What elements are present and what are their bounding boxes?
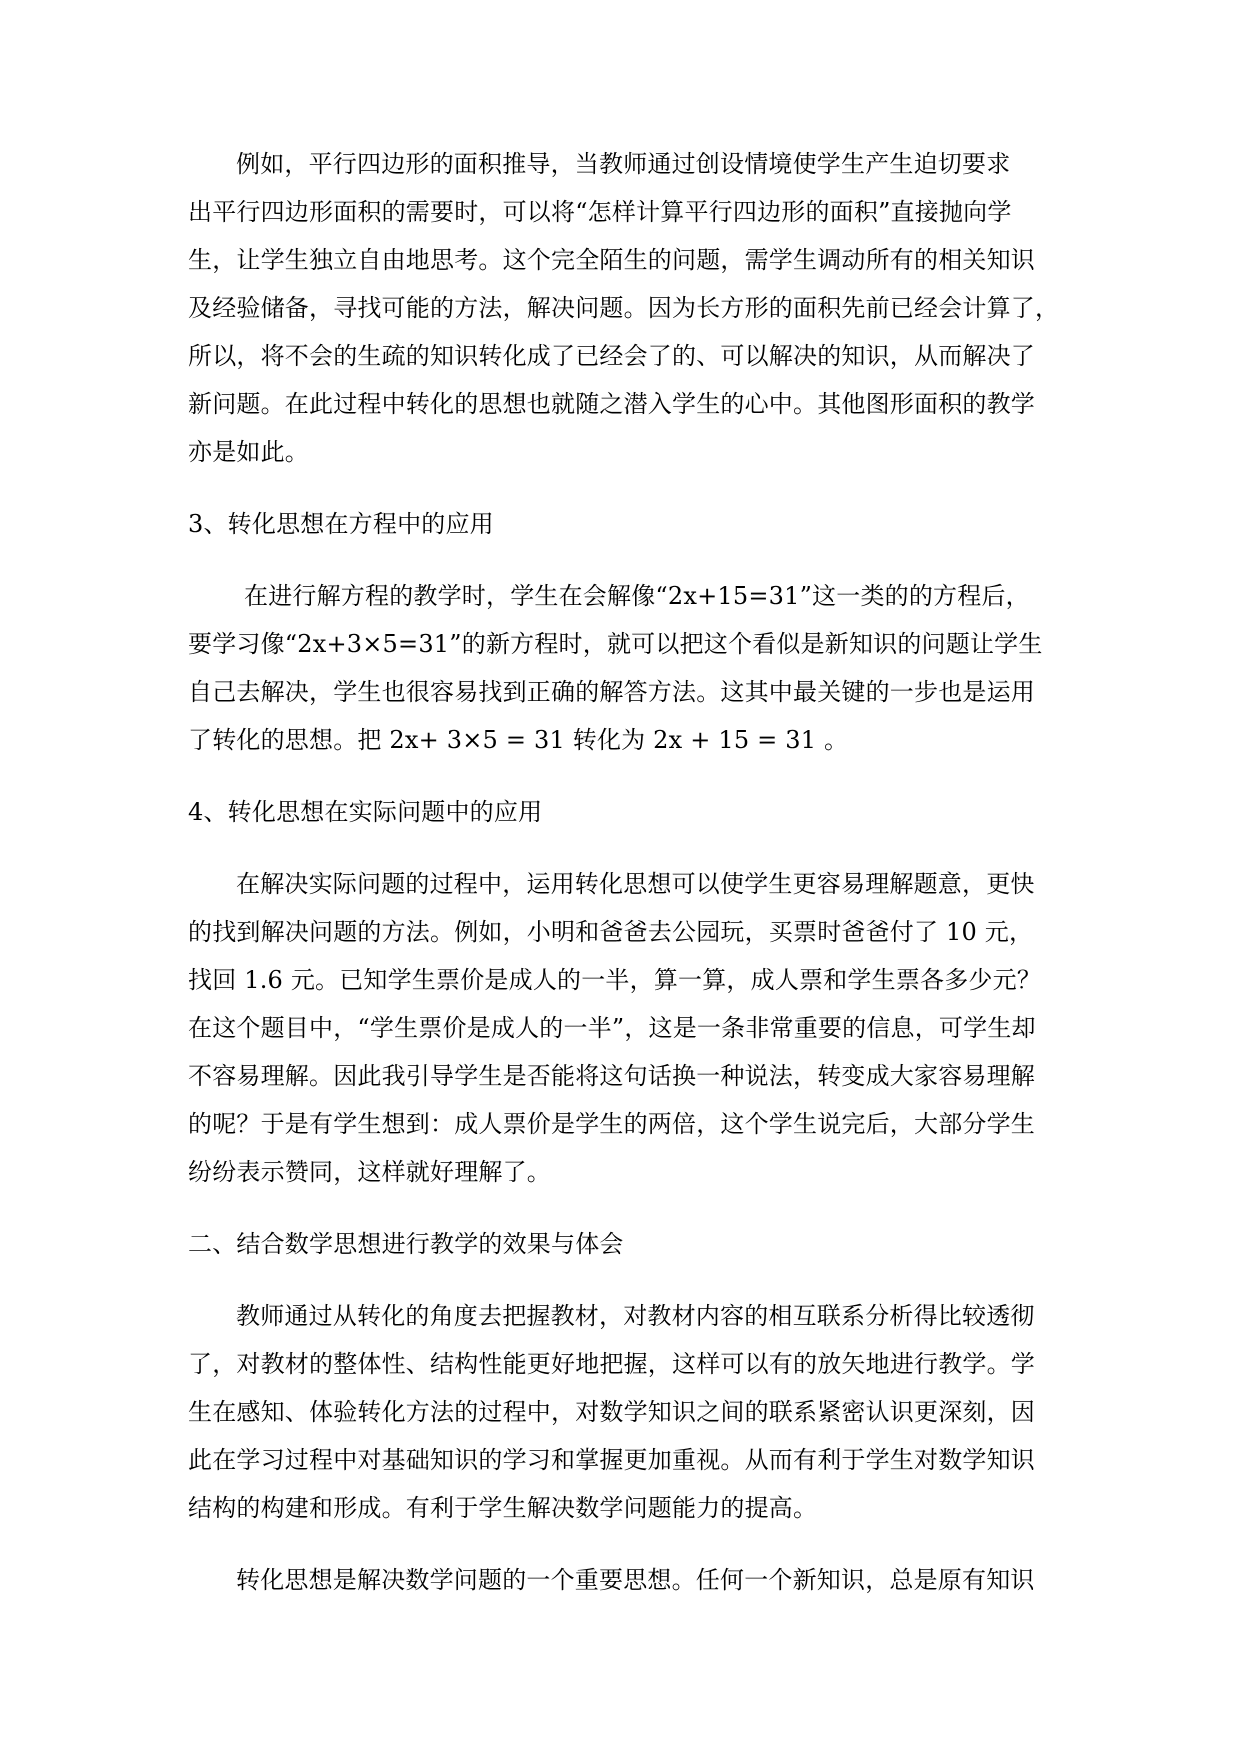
paragraph-line: 教师通过从转化的角度去把握教材，对教材内容的相互联系分析得比较透彻 — [236, 1302, 1035, 1330]
paragraph-line: 纷纷表示赞同，这样就好理解了。 — [188, 1158, 551, 1186]
paragraph-line: 了，对教材的整体性、结构性能更好地把握，这样可以有的放矢地进行教学。学 — [188, 1350, 1035, 1378]
paragraph-line: 找回 1.6 元。已知学生票价是成人的一半，算一算，成人票和学生票各多少元？ — [188, 966, 1042, 994]
paragraph-line: 转化思想是解决数学问题的一个重要思想。任何一个新知识，总是原有知识 — [236, 1566, 1035, 1594]
paragraph-line: 了转化的思想。把 2x+ 3×5 = 31 转化为 2x + 15 = 31 。 — [188, 726, 849, 754]
paragraph-line: 亦是如此。 — [188, 438, 309, 466]
paragraph-line: 的呢？于是有学生想到：成人票价是学生的两倍，这个学生说完后，大部分学生 — [188, 1110, 1035, 1138]
paragraph-line: 在解决实际问题的过程中，运用转化思想可以使学生更容易理解题意，更快 — [236, 870, 1035, 898]
paragraph-line: 要学习像“2x+3×5=31”的新方程时，就可以把这个看似是新知识的问题让学生 — [188, 630, 1043, 658]
paragraph-line: 此在学习过程中对基础知识的学习和掌握更加重视。从而有利于学生对数学知识 — [188, 1446, 1035, 1474]
paragraph-line: 在进行解方程的教学时，学生在会解像“2x+15=31”这一类的的方程后， — [244, 582, 1030, 610]
paragraph-line: 例如，平行四边形的面积推导，当教师通过创设情境使学生产生迫切要求 — [236, 150, 1011, 178]
section-heading: 3、转化思想在方程中的应用 — [188, 510, 494, 538]
paragraph-line: 自己去解决，学生也很容易找到正确的解答方法。这其中最关键的一步也是运用 — [188, 678, 1035, 706]
section-heading: 4、转化思想在实际问题中的应用 — [188, 798, 543, 826]
paragraph-line: 及经验储备，寻找可能的方法，解决问题。因为长方形的面积先前已经会计算了， — [188, 294, 1060, 322]
paragraph-line: 出平行四边形面积的需要时，可以将“怎样计算平行四边形的面积”直接抛向学 — [188, 198, 1012, 226]
paragraph-line: 生在感知、体验转化方法的过程中，对数学知识之间的联系紧密认识更深刻，因 — [188, 1398, 1035, 1426]
paragraph-line: 不容易理解。因此我引导学生是否能将这句话换一种说法，转变成大家容易理解 — [188, 1062, 1035, 1090]
paragraph-line: 的找到解决问题的方法。例如，小明和爸爸去公园玩，买票时爸爸付了 10 元， — [188, 918, 1034, 946]
paragraph-line: 在这个题目中，“学生票价是成人的一半”，这是一条非常重要的信息，可学生却 — [188, 1014, 1036, 1042]
paragraph-line: 结构的构建和形成。有利于学生解决数学问题能力的提高。 — [188, 1494, 818, 1522]
paragraph-line: 新问题。在此过程中转化的思想也就随之潜入学生的心中。其他图形面积的教学 — [188, 390, 1035, 418]
paragraph-line: 生，让学生独立自由地思考。这个完全陌生的问题，需学生调动所有的相关知识 — [188, 246, 1035, 274]
paragraph-line: 所以，将不会的生疏的知识转化成了已经会了的、可以解决的知识，从而解决了 — [188, 342, 1035, 370]
section-heading: 二、结合数学思想进行教学的效果与体会 — [188, 1230, 624, 1258]
